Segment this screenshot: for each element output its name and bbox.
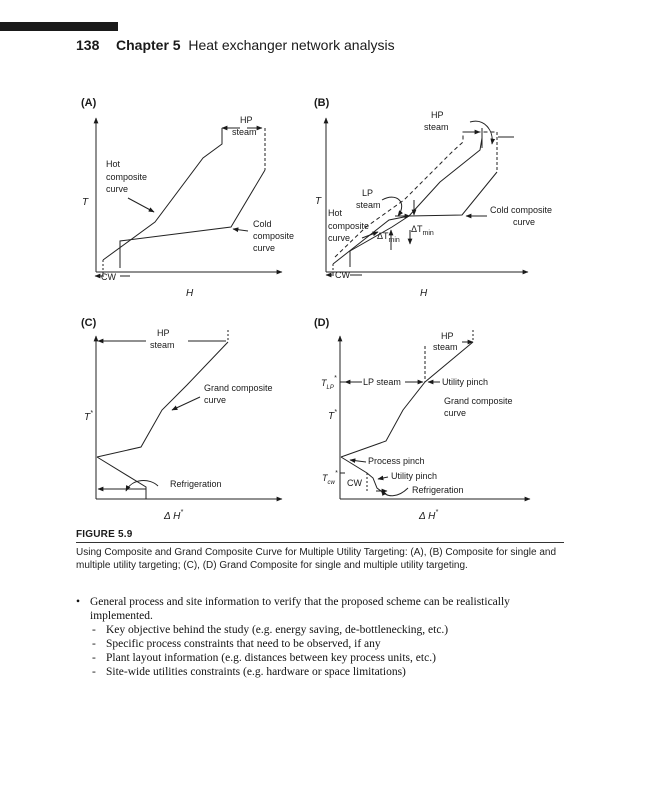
panel-a-y-label: T bbox=[82, 197, 89, 208]
panel-d-tlp-sup: * bbox=[333, 375, 337, 382]
panel-b-dtmin1 bbox=[411, 224, 434, 237]
panel-c-label: (C) bbox=[81, 317, 97, 329]
panel-d-tlp-text: T bbox=[321, 378, 327, 388]
panel-d-hp-line2: steam bbox=[433, 342, 458, 352]
panel-b-cold-shift bbox=[335, 132, 497, 257]
panel-c-gcc-pointer bbox=[172, 397, 200, 410]
panel-b-hot-pointer bbox=[362, 232, 378, 238]
panel-c-hp-line1: HP bbox=[157, 328, 170, 338]
panel-d-x-label bbox=[418, 509, 438, 522]
panel-d bbox=[314, 317, 530, 522]
panel-d-label: (D) bbox=[314, 317, 330, 329]
sub-dash: - bbox=[92, 638, 96, 650]
panel-c bbox=[81, 317, 282, 522]
panel-d-utility-pinch-bottom-pointer bbox=[378, 477, 388, 479]
panel-a-hot-curve bbox=[103, 128, 222, 260]
panel-a-cold-line2: composite bbox=[253, 231, 295, 241]
sub-dash: - bbox=[92, 666, 96, 678]
panel-a-cw: CW bbox=[101, 272, 116, 282]
panel-b-dtmin2-sub: min bbox=[388, 237, 400, 244]
panel-c-x-sup: * bbox=[180, 509, 184, 516]
panel-d-gcc-line2: curve bbox=[444, 408, 467, 418]
panel-a-hot-line2: composite bbox=[106, 172, 148, 182]
panel-d-x-sup: * bbox=[435, 509, 439, 516]
panel-a-x-label: H bbox=[186, 288, 194, 299]
panel-b-cold-line2: curve bbox=[513, 217, 536, 227]
figure-label: FIGURE 5.9 bbox=[76, 529, 133, 540]
panel-a-hot-line1: Hot bbox=[106, 159, 121, 169]
panel-b-cold-line1: Cold composite bbox=[490, 205, 553, 215]
panel-b-hp-line2: steam bbox=[424, 122, 449, 132]
panel-d-tcw-sub: cw bbox=[327, 480, 335, 486]
body-list bbox=[76, 595, 566, 679]
sub-item bbox=[76, 623, 566, 637]
panel-d-cw: CW bbox=[347, 478, 362, 488]
panel-b-dtmin1-delta: ΔT bbox=[411, 224, 423, 234]
page-number: 138 bbox=[76, 37, 100, 53]
panel-d-tcw-sup: * bbox=[334, 470, 338, 477]
panel-d-utility-pinch-bottom: Utility pinch bbox=[391, 471, 438, 481]
panel-d-tlp-label bbox=[321, 375, 337, 391]
panel-c-y-label bbox=[84, 410, 93, 423]
panel-c-refrig: Refrigeration bbox=[170, 479, 222, 489]
panel-b-dtmin2-delta: ΔT bbox=[377, 231, 389, 241]
panel-d-process-pinch: Process pinch bbox=[368, 456, 425, 466]
panel-d-x-text: Δ H bbox=[419, 511, 436, 522]
panel-a-cold-pointer bbox=[233, 229, 248, 231]
sub-item-text: Key objective behind the study (e.g. energy saving, de-bottlenecking, etc.) bbox=[106, 624, 449, 636]
panel-b-cw: CW bbox=[335, 270, 350, 280]
panel-b bbox=[314, 97, 552, 299]
panel-d-gcc-line1: Grand composite bbox=[444, 396, 513, 406]
panel-d-refrig: Refrigeration bbox=[412, 485, 464, 495]
panel-b-cold-curve bbox=[350, 172, 497, 267]
panel-c-gcc-line2: curve bbox=[204, 395, 227, 405]
panel-b-hot-line1: Hot bbox=[328, 208, 343, 218]
sub-item-text: Plant layout information (e.g. distances between key process units, etc.) bbox=[106, 652, 436, 664]
panel-a-hot-pointer bbox=[128, 198, 154, 212]
panel-b-hp-line1: HP bbox=[431, 110, 444, 120]
panel-d-y-sup: * bbox=[334, 409, 337, 416]
panel-b-y-label: T bbox=[315, 196, 322, 207]
panel-a-hp-line1: HP bbox=[240, 115, 253, 125]
panel-b-x-label: H bbox=[420, 288, 428, 299]
panel-a bbox=[81, 97, 294, 299]
panel-b-label: (B) bbox=[314, 97, 330, 109]
panel-d-hp-line1: HP bbox=[441, 331, 454, 341]
panel-d-process-pinch-pointer bbox=[350, 460, 366, 462]
sub-item-text: Site-wide utilities constraints (e.g. hardware or space limitations) bbox=[106, 666, 406, 678]
panel-c-hp-line2: steam bbox=[150, 340, 175, 350]
sub-dash: - bbox=[92, 624, 96, 636]
panel-b-hot-line2: composite bbox=[328, 221, 370, 231]
figure-caption: Using Composite and Grand Composite Curve for Multiple Utility Targeting: (A), (B) Composite for single and multiple utility targeting; (C), (D) Grand Composite for single and multiple utility targeting. bbox=[76, 547, 557, 571]
sub-item bbox=[76, 651, 566, 665]
panel-c-x-text: Δ H bbox=[164, 511, 181, 522]
sub-dash: - bbox=[92, 652, 96, 664]
sub-item bbox=[76, 637, 566, 651]
panel-c-y-text: T bbox=[84, 412, 91, 423]
panel-a-cold-line1: Cold bbox=[253, 219, 272, 229]
chapter-title: Heat exchanger network analysis bbox=[188, 37, 395, 53]
panel-d-lp-steam: LP steam bbox=[363, 377, 401, 387]
panel-d-refrig-arrow bbox=[382, 488, 408, 496]
panel-a-cold-line3: curve bbox=[253, 243, 276, 253]
panel-a-hot-line3: curve bbox=[106, 184, 129, 194]
panel-b-dtmin2 bbox=[377, 231, 400, 244]
bullet-text: General process and site information to verify that the proposed scheme can be realistically implemented. bbox=[90, 596, 510, 622]
panel-d-y-text: T bbox=[328, 411, 335, 422]
panel-d-utility-pinch-top: Utility pinch bbox=[442, 377, 489, 387]
chapter-label: Chapter 5 bbox=[116, 37, 181, 53]
panel-c-gcc-line1: Grand composite bbox=[204, 383, 273, 393]
panel-d-tlp-sub: LP bbox=[326, 385, 334, 391]
panel-c-y-sup: * bbox=[90, 410, 93, 417]
bullet-item bbox=[76, 595, 566, 623]
sub-item-text: Specific process constraints that need to be observed, if any bbox=[106, 638, 381, 650]
sub-item bbox=[76, 665, 566, 679]
panel-b-lp-line2: steam bbox=[356, 200, 381, 210]
panel-a-label: (A) bbox=[81, 97, 97, 109]
panel-a-hp-line2: steam bbox=[232, 127, 257, 137]
panel-d-y-label bbox=[328, 409, 337, 422]
bullet-dot: • bbox=[76, 596, 81, 608]
panel-c-gcc-bottom bbox=[97, 457, 146, 499]
panel-b-lp-line1: LP bbox=[362, 188, 374, 198]
caption-rule bbox=[76, 542, 564, 543]
panel-a-cold-curve bbox=[120, 170, 265, 268]
panel-b-dtmin1-sub: min bbox=[422, 230, 434, 237]
panel-d-tcw-label bbox=[322, 470, 338, 486]
panel-b-hot-line3: curve bbox=[328, 233, 351, 243]
panel-d-tcw-text: T bbox=[322, 473, 328, 483]
panel-c-x-label bbox=[163, 509, 183, 522]
